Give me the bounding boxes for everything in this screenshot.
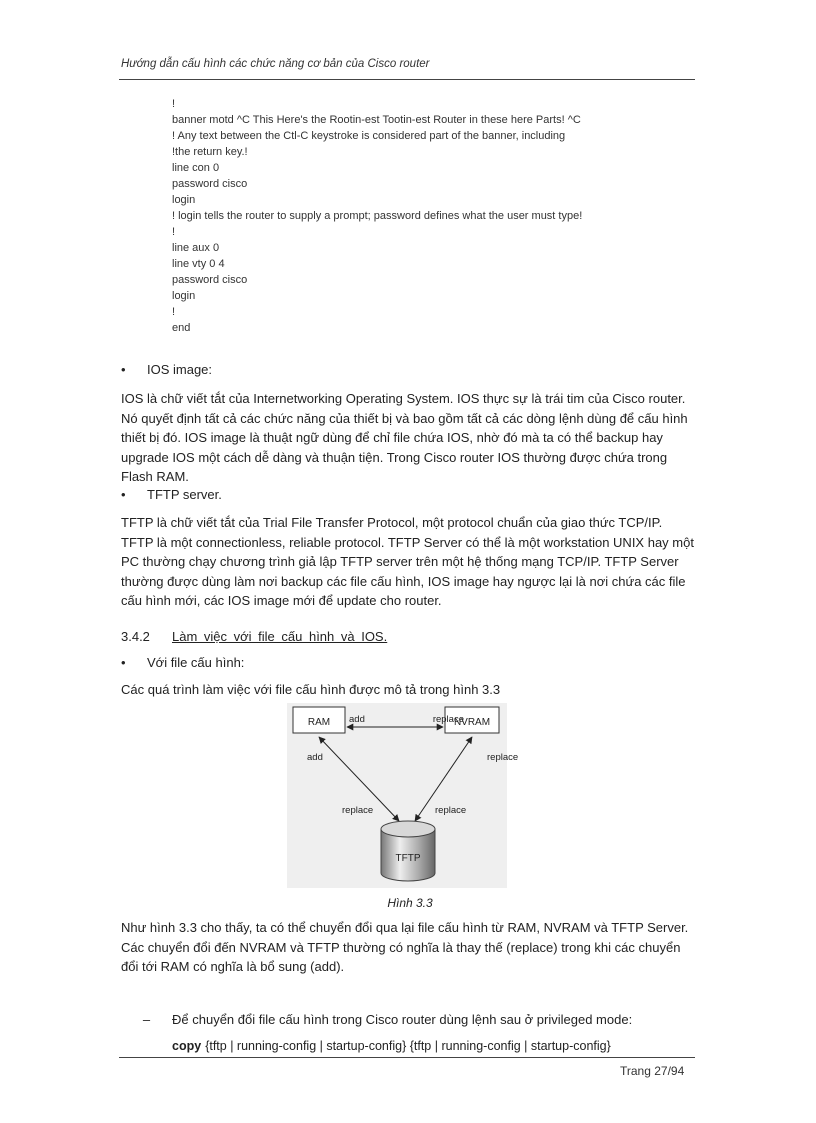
- code-line: !: [172, 306, 176, 318]
- config-code-block: [172, 96, 692, 336]
- tftp-server-icon: [381, 821, 435, 881]
- bullet-dot-icon: •: [121, 487, 126, 502]
- section-number: 3.4.2: [121, 629, 150, 644]
- code-line: login: [172, 194, 196, 206]
- bullet-tftp-server: [121, 487, 222, 502]
- ios-paragraph: IOS là chữ viết tắt của Internetworking Operating System. IOS thực sự là trái tim của Cisco router. Nó quyết định tất cả các chức năng của thiết bị và bao gồm tất cả các dòng lệnh dùng để cấu hình thiết bị đó. IOS image là thuật ngữ dùng để chỉ file chứa IOS, nhờ đó mà ta có thể backup hay upgrade IOS một cách dễ dàng và thuận tiện. Trong Cisco router IOS thường được chứa trong Flash RAM.: [121, 391, 688, 484]
- explanation-paragraph: Như hình 3.3 cho thấy, ta có thể chuyển đổi qua lại file cấu hình từ RAM, NVRAM và TFTP Server. Các chuyển đổi đến NVRAM và TFTP thường có nghĩa là thay thế (replace) trong khi các chuyển đổi tới RAM có nghĩa là bổ sung (add).: [121, 920, 689, 974]
- top-replace-label: replace: [432, 714, 464, 725]
- bullet-label: Với file cấu hình:: [147, 655, 245, 670]
- code-line: line aux 0: [172, 242, 220, 254]
- page-header-title: Hướng dẫn cấu hình các chức năng cơ bản của Cisco router: [121, 58, 430, 70]
- bullet-label: IOS image:: [147, 362, 213, 377]
- code-line: banner motd ^C This Here's the Rootin-est Tootin-est Router in these here Parts! ^C: [172, 114, 581, 126]
- bullet-config-file: [121, 655, 244, 670]
- tftp-label: TFTP: [395, 853, 421, 864]
- code-line: line vty 0 4: [172, 258, 225, 270]
- page-number: Trang 27/94: [620, 1064, 685, 1078]
- bullet-label: TFTP server.: [147, 487, 222, 502]
- code-line: !the return key.!: [172, 146, 248, 158]
- code-line: !: [172, 226, 176, 238]
- top-add-label: add: [349, 714, 365, 725]
- dash-list-item: [121, 1012, 632, 1027]
- bullet-dot-icon: •: [121, 362, 126, 377]
- dash-item-text: Để chuyển đổi file cấu hình trong Cisco router dùng lệnh sau ở privileged mode:: [172, 1012, 633, 1027]
- bullet-dot-icon: •: [121, 655, 126, 670]
- ram-label: RAM: [307, 717, 331, 728]
- figure-caption: Hình 3.3: [387, 896, 433, 910]
- copy-command-syntax: [172, 1039, 611, 1053]
- code-line: line con 0: [172, 162, 220, 174]
- header-divider: [119, 79, 695, 80]
- code-line: ! Any text between the Ctl-C keystroke is considered part of the banner, including: [172, 130, 566, 142]
- code-line: end: [172, 322, 191, 334]
- right-lower-replace-label: replace: [435, 805, 467, 816]
- bullet-ios-image: [121, 362, 212, 377]
- footer-divider: [119, 1057, 695, 1058]
- tftp-paragraph: TFTP là chữ viết tắt của Trial File Transfer Protocol, một protocol chuẩn của giao thức TCP/IP. TFTP là một connectionless, reliable protocol. TFTP Server có thể là một workstation UNIX hay một PC thường chạy chương trình giả lập TFTP server trên một hệ thống mạng TCP/IP. TFTP Server thường được dùng làm nơi backup các file cấu hình, IOS image hay ngược lại là nơi chứa các file cấu hình mới, các IOS image mới để update cho router.: [121, 515, 694, 608]
- code-line: login: [172, 290, 196, 302]
- code-line: password cisco: [172, 274, 248, 286]
- left-lower-replace-label: replace: [342, 805, 374, 816]
- code-line: password cisco: [172, 178, 248, 190]
- left-add-label: add: [307, 752, 323, 763]
- right-replace-label: replace: [487, 752, 519, 763]
- config-intro: Các quá trình làm việc với file cấu hình được mô tả trong hình 3.3: [121, 682, 501, 697]
- nvram-label: NVRAM: [453, 717, 491, 728]
- dash-bullet-icon: –: [142, 1012, 151, 1027]
- command-keyword: copy: [172, 1039, 202, 1053]
- section-title: Làm việc với file cấu hình và IOS.: [172, 629, 388, 644]
- command-arguments: {tftp | running-config | startup-config} {tftp | running-config | startup-config}: [205, 1039, 611, 1053]
- section-heading-3-4-2: [121, 629, 387, 644]
- code-line: ! login tells the router to supply a prompt; password defines what the user must type!: [172, 210, 583, 222]
- code-line: !: [172, 98, 176, 110]
- figure-3-3-diagram: [287, 703, 519, 888]
